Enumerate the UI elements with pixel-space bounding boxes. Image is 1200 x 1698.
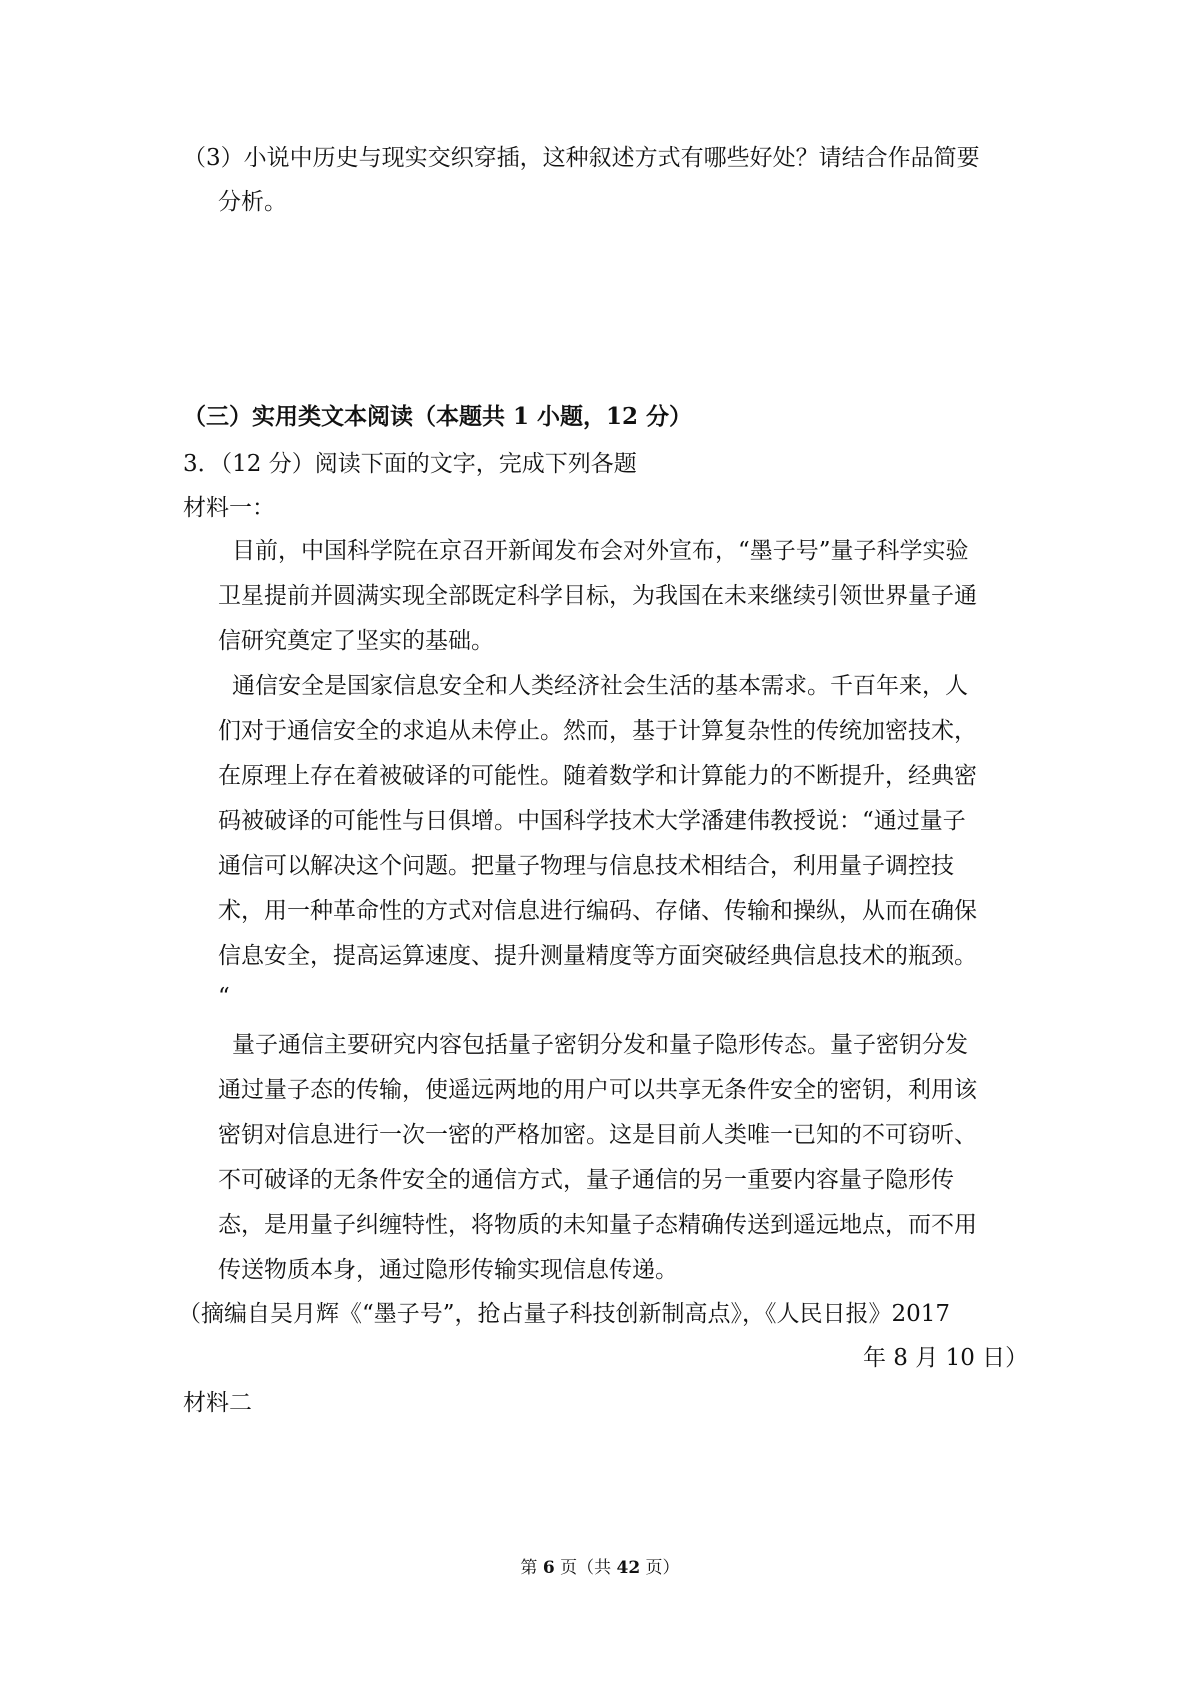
material-1-p2-line: “ (218, 984, 230, 1010)
material-1-p2-line: 们对于通信安全的求追从未停止。然而，基于计算复杂性的传统加密技术， (218, 718, 977, 744)
material-1-p3-line: 通过量子态的传输，使遥远两地的用户可以共享无条件安全的密钥，利用该 (218, 1077, 977, 1103)
material-1-source-line-2: 年 8 月 10 日） (863, 1345, 1029, 1371)
question-3-prompt: 3．（12 分）阅读下面的文字，完成下列各题 (183, 451, 637, 477)
material-1-p3-line: 不可破译的无条件安全的通信方式，量子通信的另一重要内容量子隐形传 (218, 1167, 954, 1193)
footer-middle: 页（共 (554, 1558, 617, 1578)
material-1-p1-line: 目前，中国科学院在京召开新闻发布会对外宣布，“墨子号”量子科学实验 (232, 538, 969, 564)
section-heading: （三）实用类文本阅读（本题共 1 小题，12 分） (183, 403, 693, 430)
material-1-source-line-1: （摘编自吴月辉《“墨子号”，抢占量子科技创新制高点》，《人民日报》2017 (178, 1301, 951, 1327)
question-3-sub-line-1: （3）小说中历史与现实交织穿插，这种叙述方式有哪些好处？请结合作品简要 (183, 145, 980, 171)
material-1-p2-line: 通信安全是国家信息安全和人类经济社会生活的基本需求。千百年来，人 (232, 673, 968, 699)
material-1-p3-line: 态，是用量子纠缠特性，将物质的未知量子态精确传送到遥远地点，而不用 (218, 1212, 977, 1238)
footer-total-pages: 42 (616, 1558, 641, 1578)
footer-prefix: 第 (520, 1558, 543, 1578)
footer-page-number: 6 (542, 1558, 555, 1578)
question-3-sub-line-2: 分析。 (218, 189, 287, 215)
material-1-p2-line: 码被破译的可能性与日俱增。中国科学技术大学潘建伟教授说：“通过量子 (218, 808, 966, 834)
material-1-p1-line: 卫星提前并圆满实现全部既定科学目标，为我国在未来继续引领世界量子通 (218, 583, 977, 609)
material-1-p1-line: 信研究奠定了坚实的基础。 (218, 628, 494, 654)
material-1-p3-line: 量子通信主要研究内容包括量子密钥分发和量子隐形传态。量子密钥分发 (232, 1032, 968, 1058)
material-2-label: 材料二 (183, 1390, 252, 1416)
material-1-p2-line: 在原理上存在着被破译的可能性。随着数学和计算能力的不断提升，经典密 (218, 763, 977, 789)
material-1-p3-line: 密钥对信息进行一次一密的严格加密。这是目前人类唯一已知的不可窃听、 (218, 1122, 977, 1148)
material-1-p2-line: 术，用一种革命性的方式对信息进行编码、存储、传输和操纵，从而在确保 (218, 898, 977, 924)
footer-suffix: 页） (640, 1558, 680, 1578)
material-1-p2-line: 通信可以解决这个问题。把量子物理与信息技术相结合，利用量子调控技 (218, 853, 954, 879)
material-1-label: 材料一： (183, 495, 275, 521)
material-1-p2-line: 信息安全，提高运算速度、提升测量精度等方面突破经典信息技术的瓶颈。 (218, 943, 977, 969)
page-footer (0, 1557, 1200, 1579)
material-1-p3-line: 传送物质本身，通过隐形传输实现信息传递。 (218, 1257, 678, 1283)
